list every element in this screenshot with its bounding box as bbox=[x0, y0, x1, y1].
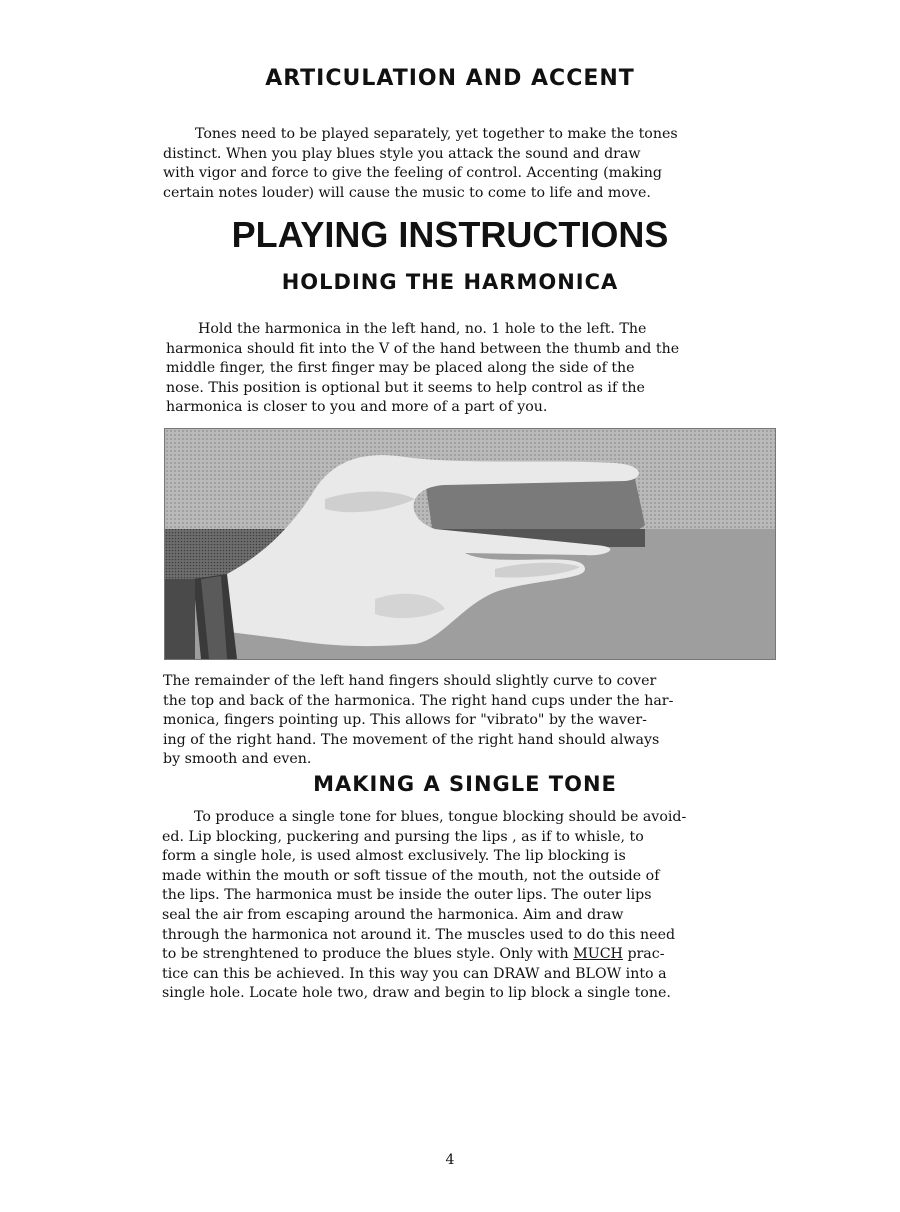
text-line: with vigor and force to give the feeling of control. Accenting (making bbox=[163, 165, 662, 182]
holding-harmonica-heading: HOLDING THE HARMONICA bbox=[281, 270, 619, 294]
text-line: made within the mouth or soft tissue of the mouth, not the outside of bbox=[162, 867, 660, 884]
text-line: form a single hole, is used almost exclusively. The lip blocking is bbox=[162, 848, 626, 865]
text-line: single hole. Locate hole two, draw and begin to lip block a single tone. bbox=[162, 985, 671, 1002]
emphasis-word: MUCH bbox=[573, 946, 623, 963]
single-tone-heading: MAKING A SINGLE TONE bbox=[313, 772, 617, 796]
text-line: distinct. When you play blues style you attack the sound and draw bbox=[163, 145, 641, 162]
holding-paragraph bbox=[166, 320, 776, 418]
text-line: Hold the harmonica in the left hand, no. 1 hole to the left. The bbox=[198, 321, 647, 337]
text-line: The remainder of the left hand fingers should slightly curve to cover bbox=[163, 673, 657, 689]
playing-instructions-heading: PLAYING INSTRUCTIONS bbox=[231, 214, 669, 255]
text-line-with-emphasis bbox=[162, 945, 772, 965]
text-segment: prac- bbox=[622, 946, 665, 963]
text-line: harmonica is closer to you and more of a part of you. bbox=[166, 399, 548, 416]
text-line: Tones need to be played separately, yet together to make the tones bbox=[195, 126, 678, 142]
page-number: 4 bbox=[445, 1152, 455, 1168]
articulation-heading: ARTICULATION AND ACCENT bbox=[265, 66, 635, 91]
text-line: the lips. The harmonica must be inside the outer lips. The outer lips bbox=[162, 887, 652, 904]
hand-holding-harmonica-photo bbox=[164, 428, 776, 660]
text-line: certain notes louder) will cause the music to come to life and move. bbox=[163, 184, 651, 201]
text-line: by smooth and even. bbox=[163, 751, 312, 768]
text-line: through the harmonica not around it. The muscles used to do this need bbox=[162, 926, 676, 943]
text-line: harmonica should fit into the V of the hand between the thumb and the bbox=[166, 340, 680, 357]
remainder-paragraph bbox=[163, 672, 773, 770]
text-line: the top and back of the harmonica. The right hand cups under the har- bbox=[163, 692, 674, 709]
text-line: middle finger, the first finger may be placed along the side of the bbox=[166, 360, 635, 377]
text-line: nose. This position is optional but it seems to help control as if the bbox=[166, 379, 645, 396]
text-line: seal the air from escaping around the harmonica. Aim and draw bbox=[162, 906, 624, 923]
text-line: tice can this be achieved. In this way you can DRAW and BLOW into a bbox=[162, 965, 667, 982]
text-line: ing of the right hand. The movement of the right hand should always bbox=[163, 731, 660, 748]
text-segment: to be strenghtened to produce the blues style. Only with bbox=[162, 946, 574, 963]
text-line: To produce a single tone for blues, tongue blocking should be avoid- bbox=[194, 809, 687, 825]
text-line: monica, fingers pointing up. This allows for "vibrato" by the waver- bbox=[163, 712, 647, 729]
articulation-paragraph bbox=[163, 125, 773, 203]
single-tone-paragraph bbox=[162, 808, 772, 1004]
text-line: ed. Lip blocking, puckering and pursing the lips , as if to whisle, to bbox=[162, 828, 644, 845]
